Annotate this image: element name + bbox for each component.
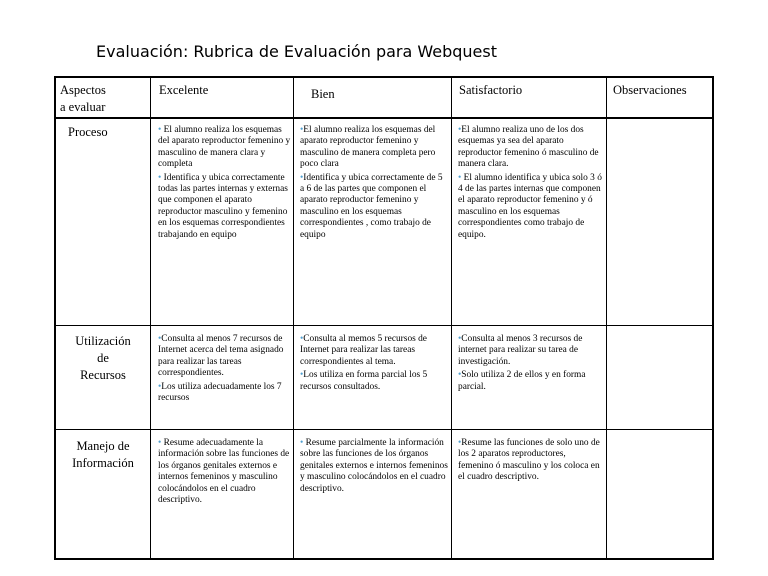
row-divider [56, 325, 712, 326]
bullet-icon: • [458, 172, 462, 183]
list-item: •El alumno realiza uno de los dos esquemas ya sea del aparato reproductor femenino ó masculino de manera clara. [458, 125, 599, 170]
cell-proceso-excelente [158, 125, 291, 243]
bullet-icon: • [458, 438, 462, 448]
cell-proceso-bien [300, 125, 448, 243]
list-item: •Consulta al memos 5 recursos de Internet para realizar las tareas correspondientes al tema. [300, 334, 427, 367]
header-satisfactorio: Satisfactorio [459, 83, 523, 97]
column-divider [451, 78, 452, 558]
row-label-utilizacion: Utilización de Recursos [75, 334, 131, 382]
bullet-icon: • [158, 125, 162, 135]
list-item: •Los utiliza adecuadamente los 7 recursos [158, 381, 282, 404]
list-item: •Identifica y ubica correctamente de 5 a 6 de las partes que componen el aparato reproductor femenino y masculino en los esquemas correspondientes , como trabajo de equipo [300, 172, 443, 240]
cell-manejo-bien [300, 438, 448, 497]
header-aspectos-line2: a evaluar [60, 100, 106, 114]
column-divider [150, 78, 151, 558]
cell-utilizacion-excelente [158, 334, 291, 406]
list-item: •El alumno realiza los esquemas del aparato reproductor femenino y masculino de manera completa pero poco clara [300, 125, 436, 170]
list-item: • El alumno realiza los esquemas del aparato reproductor femenino y masculino de manera clara y completa [158, 125, 291, 170]
list-item: • El alumno identifica y ubica solo 3 ó 4 de las partes internas que componen el aparato reproductor femenino y ó masculino en los esquemas correspondientes como trabajo de equipo. [458, 172, 602, 240]
bullet-icon: • [158, 334, 162, 344]
bullet-icon: • [300, 334, 304, 344]
list-item: • Resume adecuadamente la información sobre las funciones de los órganos genitales externos e internos femeninos y masculino colocándolos en el cuadro descriptivo. [158, 438, 290, 506]
bullet-icon: • [158, 172, 162, 183]
row-divider [56, 117, 712, 119]
row-label-proceso: Proceso [68, 125, 108, 139]
header-excelente: Excelente [159, 83, 209, 97]
cell-manejo-satisfactorio [458, 438, 603, 486]
column-divider [293, 78, 294, 558]
list-item: • Resume parcialmente la información sobre las funciones de los órganos genitales externos e internos femeninos y masculino colocándolos en el cuadro descriptivo. [300, 438, 448, 494]
bullet-icon: • [458, 125, 462, 135]
list-item: •Consulta al menos 3 recursos de internet para realizar su tarea de investigación. [458, 334, 583, 367]
bullet-icon: • [458, 370, 462, 381]
rubric-table [54, 76, 714, 560]
list-item: •Los utiliza en forma parcial los 5 recursos consultados. [300, 370, 428, 392]
cell-utilizacion-satisfactorio [458, 334, 603, 395]
bullet-icon: • [158, 438, 162, 448]
list-item: •Solo utiliza 2 de ellos y en forma parcial. [458, 370, 586, 392]
list-item: •Resume las funciones de solo uno de los 2 aparatos reproductores, femenino ó masculino y los coloca en el cuadro descriptivo. [458, 438, 600, 483]
row-label-manejo: Manejo de Información [72, 439, 134, 470]
list-item: •Consulta al menos 7 recursos de Internet acerca del tema asignado para realizar las tareas correspondientes. [158, 334, 284, 379]
page-title: Evaluación: Rubrica de Evaluación para Webquest [96, 42, 498, 61]
header-observaciones: Observaciones [613, 83, 687, 97]
cell-manejo-excelente [158, 438, 291, 508]
header-aspectos-line1: Aspectos [60, 83, 106, 97]
bullet-icon: • [300, 438, 304, 448]
row-divider [56, 429, 712, 430]
header-aspectos [60, 82, 148, 116]
cell-proceso-satisfactorio [458, 125, 603, 243]
bullet-icon: • [158, 381, 162, 392]
bullet-icon: • [300, 125, 304, 135]
bullet-icon: • [458, 334, 462, 344]
bullet-icon: • [300, 172, 304, 183]
cell-utilizacion-bien [300, 334, 448, 395]
list-item: • Identifica y ubica correctamente todas las partes internas y externas que componen el aparato reproductor masculino y femenino en los esquemas correspondientes trabajando en equipo [158, 172, 288, 240]
header-bien: Bien [311, 87, 335, 101]
column-divider [606, 78, 607, 558]
bullet-icon: • [300, 370, 304, 381]
